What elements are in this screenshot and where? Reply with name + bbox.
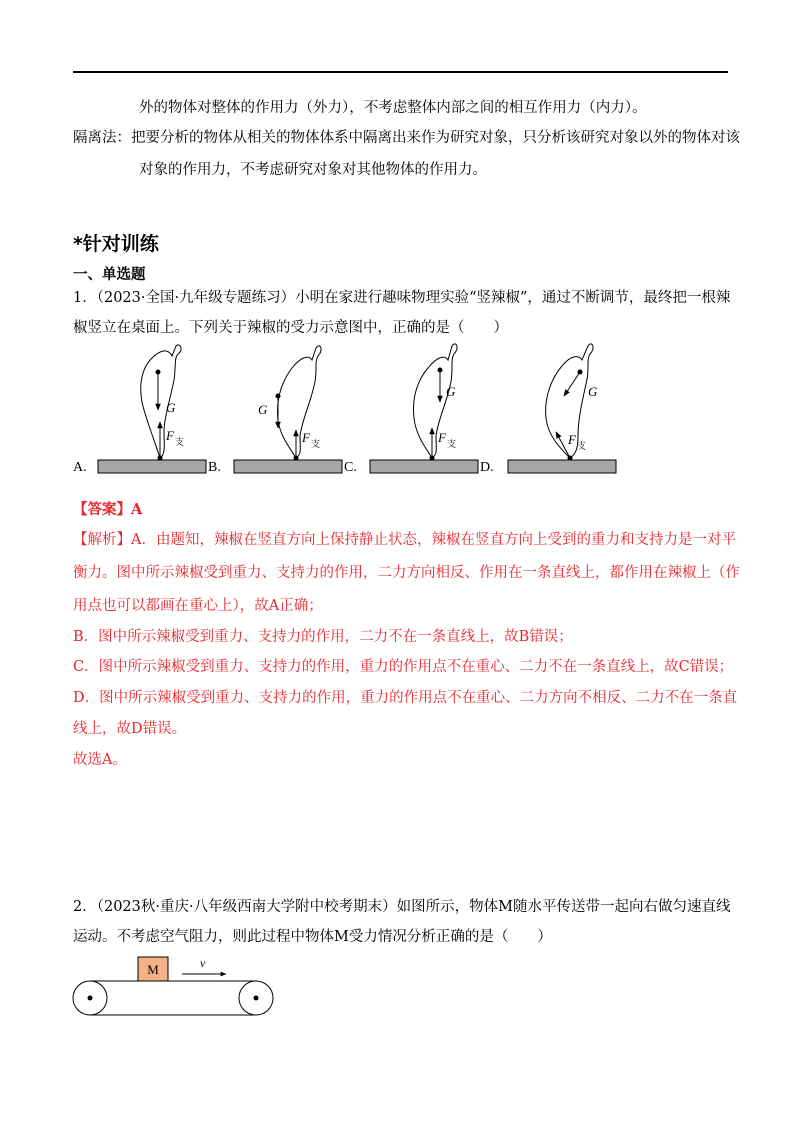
label-f-sub-c: 支 xyxy=(447,439,457,449)
label-f-sub-b: 支 xyxy=(311,439,321,449)
q1-analysis-line-7: 线上，故D错误。 xyxy=(73,721,187,737)
q1-conclusion: 故选A。 xyxy=(73,752,127,768)
option-c-label: C. xyxy=(344,460,357,475)
table-b xyxy=(234,460,342,473)
option-d-diagram xyxy=(508,344,616,473)
q1-analysis-line-4: B．图中所示辣椒受到重力、支持力的作用，二力不在一条直线上，故B错误； xyxy=(73,629,573,645)
label-f-sub-d: 支 xyxy=(577,441,587,451)
label-f-a: F xyxy=(166,428,174,443)
option-b-diagram xyxy=(234,346,342,473)
label-g-a: G xyxy=(166,400,176,415)
q1-stem-line-2: 椒竖立在桌面上。下列关于辣椒的受力示意图中，正确的是（ ） xyxy=(73,320,508,336)
header-rule xyxy=(73,71,728,73)
q1-analysis-line-6: D．图中所示辣椒受到重力、支持力的作用，重力的作用点不在重心、二力方向不相反、二力不在一条直 xyxy=(73,690,738,706)
label-f-c: F xyxy=(438,430,446,445)
option-d-label: D. xyxy=(480,460,494,475)
q2-stem-line-2: 运动。不考虑空气阻力，则此过程中物体M受力情况分析正确的是（ ） xyxy=(73,929,552,945)
subsection-title: 一、单选题 xyxy=(73,267,146,283)
label-g-d: G xyxy=(588,384,598,399)
q1-analysis-line-5: C．图中所示辣椒受到重力、支持力的作用，重力的作用点不在重心、二力不在一条直线上，故C错误； xyxy=(73,659,734,675)
table-d xyxy=(508,460,616,473)
q1-answer: 【答案】A xyxy=(73,501,143,518)
q1-stem-line-1: 1．（2023·全国·九年级专题练习）小明在家进行趣味物理实验“竖辣椒”，通过不断调节，最终把一根辣 xyxy=(73,290,731,306)
option-a-label: A. xyxy=(73,460,87,475)
q1-figure xyxy=(60,340,660,480)
section-title: *针对训练 xyxy=(73,233,159,255)
label-g-c: G xyxy=(446,384,456,399)
option-c-diagram xyxy=(370,344,478,473)
table-c xyxy=(370,460,478,473)
label-f-sub-a: 支 xyxy=(175,437,185,447)
intro-line-2: 隔离法：把要分析的物体从相关的物体体系中隔离出来作为研究对象，只分析该研究对象以外的物体对该 xyxy=(73,130,740,146)
block-m-label: M xyxy=(147,962,159,977)
q2-stem-line-1: 2．（2023秋·重庆·八年级西南大学附中校考期末）如图所示，物体M随水平传送带一起向右做匀速直线 xyxy=(73,899,731,915)
q1-analysis-line-3: 用点也可以都画在重心上），故A正确； xyxy=(73,598,323,614)
velocity-label: v xyxy=(200,956,206,970)
label-f-d: F xyxy=(568,432,576,447)
q1-analysis-line-1: 【解析】A．由题知，辣椒在竖直方向上保持静止状态，辣椒在竖直方向上受到的重力和支持力是一对平 xyxy=(73,532,736,548)
q2-figure xyxy=(70,955,280,1020)
intro-line-1: 外的物体对整体的作用力（外力），不考虑整体内部之间的相互作用力（内力）。 xyxy=(139,100,647,116)
option-b-label: B. xyxy=(208,460,221,475)
label-f-b: F xyxy=(302,430,310,445)
intro-line-3: 对象的作用力，不考虑研究对象对其他物体的作用力。 xyxy=(139,162,487,178)
table-a xyxy=(98,460,206,473)
option-a-diagram xyxy=(98,345,206,473)
conveyor-belt xyxy=(73,981,273,1015)
label-g-b: G xyxy=(258,402,268,417)
q1-analysis-line-2: 衡力。图中所示辣椒受到重力、支持力的作用，二力方向相反、作用在一条直线上，都作用在辣椒上（作 xyxy=(73,565,740,581)
